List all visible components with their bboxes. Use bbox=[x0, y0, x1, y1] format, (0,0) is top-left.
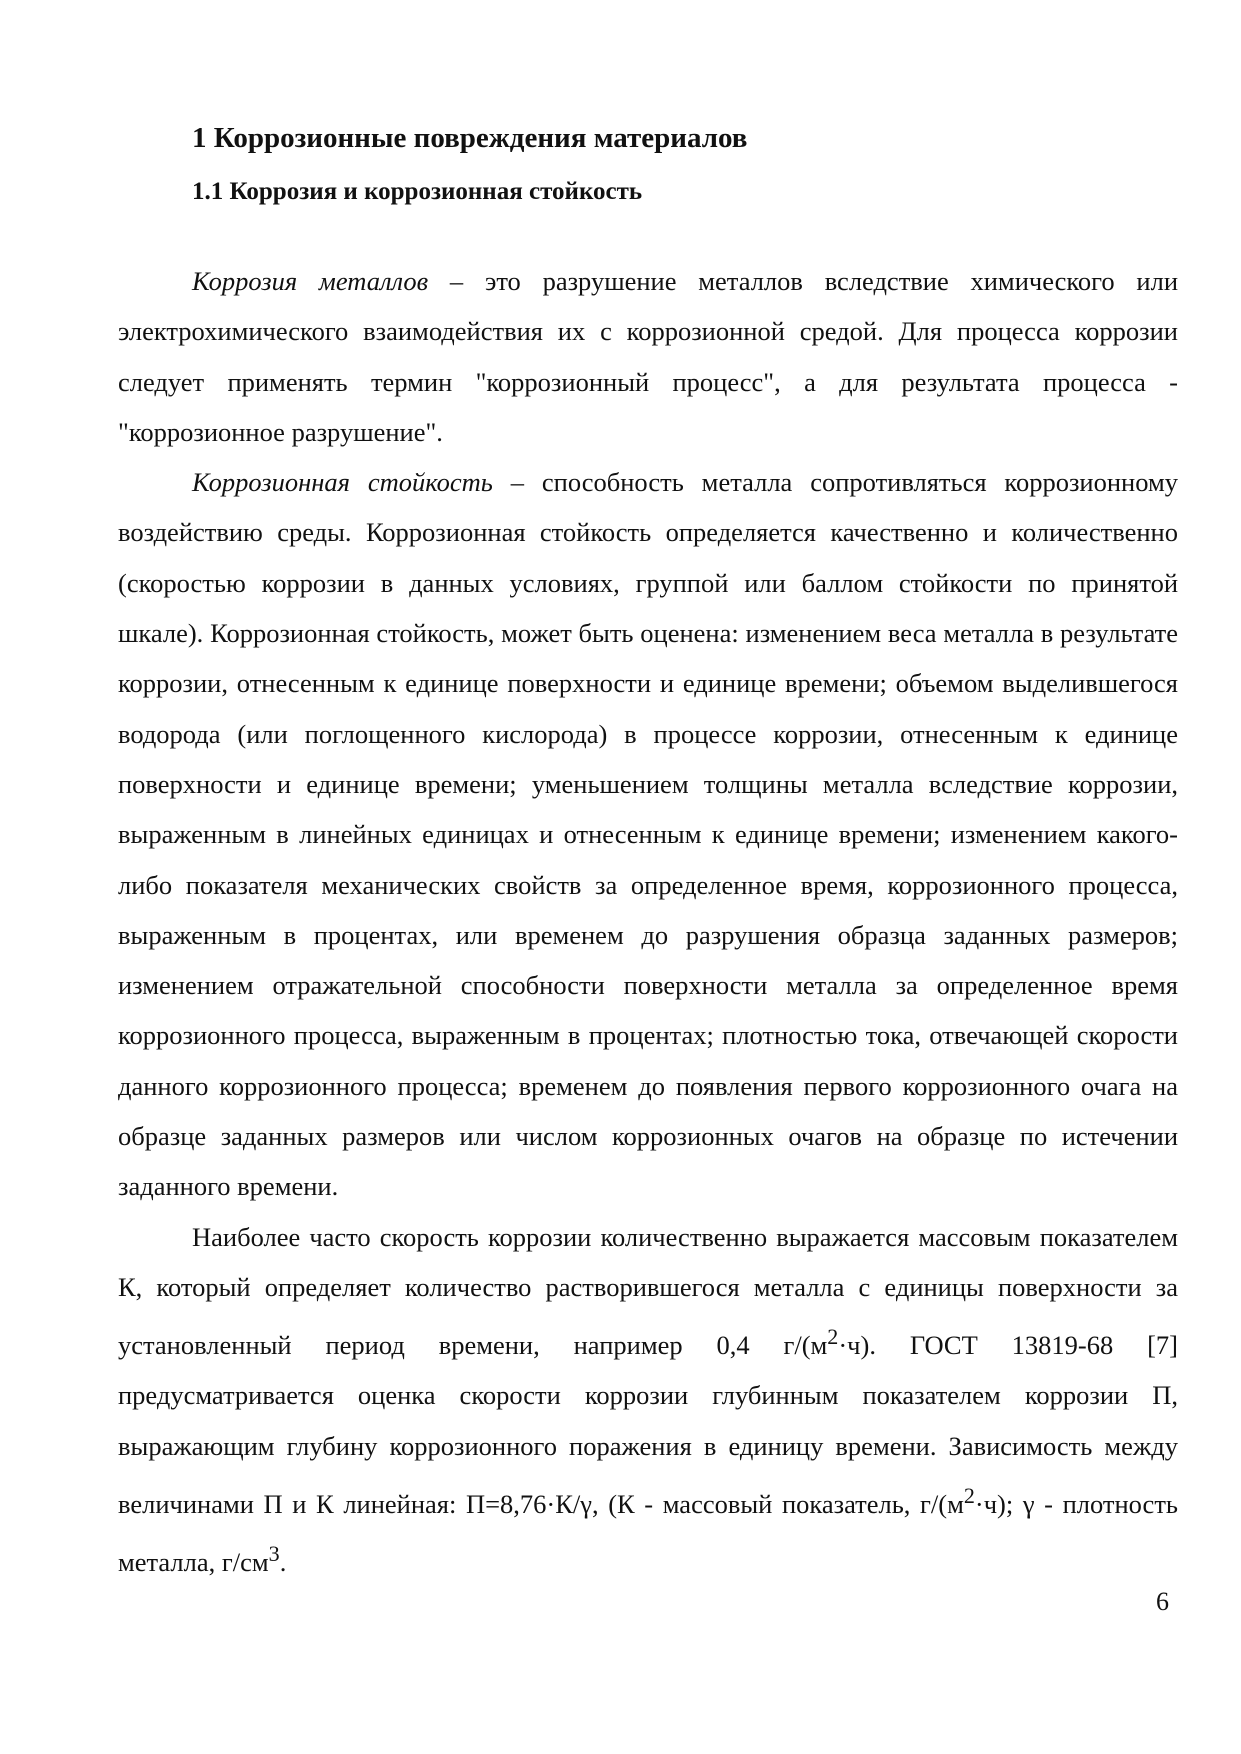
superscript-square-2: 2 bbox=[963, 1482, 975, 1508]
term-corrosion-resistance: Коррозионная стойкость bbox=[192, 467, 493, 498]
paragraph-2-text: – способность металла сопротивляться коррозионному воздействию среды. Коррозионная стойкость определяется качественно и количественно (скоростью коррозии в данных условиях, группой или баллом стойкости по принятой шкале). Коррозионная стойкость, может быть оценена: изменением веса металла в результате коррозии, отнесенным к единице поверхности и единице времени; объемом выделившегося водорода (или поглощенного кислорода) в процессе коррозии, отнесенным к единице поверхности и единице времени; уменьшением толщины металла вследствие коррозии, выраженным в линейных единицах и отнесенным к единице времени; изменением какого-либо показателя механических свойств за определенное время, коррозионного процесса, выраженным в процентах, или временем до разрушения образца заданных размеров; изменением отражательной способности поверхности металла за определенное время коррозионного процесса, выраженным в процентах; плотностью тока, отвечающей скорости данного коррозионного процесса; временем до появления первого коррозионного очага на образце заданных размеров или числом коррозионных очагов на образце по истечении заданного времени. bbox=[118, 467, 1178, 1202]
paragraph-corrosion-definition bbox=[118, 256, 1178, 457]
body-text bbox=[118, 256, 1178, 1587]
paragraph-3-part-1: Наиболее часто скорость коррозии количественно выражается массовым показателем К, который определяет количество растворившегося металла с единицы поверхности за установленный период времени, например 0,4 г/(м bbox=[118, 1221, 1178, 1361]
superscript-cube: 3 bbox=[268, 1541, 280, 1567]
page-number: 6 bbox=[1156, 1587, 1169, 1616]
paragraph-3-part-3: ·ч); γ - плотность металла, г/см bbox=[118, 1488, 1178, 1577]
term-corrosion-of-metals: Коррозия металлов bbox=[192, 266, 429, 296]
paragraph-3-part-4: . bbox=[279, 1546, 287, 1577]
superscript-square-1: 2 bbox=[827, 1324, 839, 1350]
paragraph-corrosion-rate bbox=[118, 1212, 1178, 1588]
paragraph-1-text: – это разрушение металлов вследствие химического или электрохимического взаимодействия их с коррозионной средой. Для процесса коррозии следует применять термин "коррозионный процесс", а для результата процесса - "коррозионное разрушение". bbox=[118, 266, 1178, 447]
section-heading: 1 Коррозионные повреждения материалов bbox=[192, 122, 748, 154]
paragraph-3-part-2: ·ч). ГОСТ 13819-68 [7] предусматривается оценка скорости коррозии глубинным показателем коррозии П, выражающим глубину коррозионного поражения в единицу времени. Зависимость между величинами П и К линейная: П=8,76·К/γ, (К - массовый показатель, г/(м bbox=[118, 1330, 1179, 1519]
subsection-heading: 1.1 Коррозия и коррозионная стойкость bbox=[192, 178, 643, 205]
paragraph-corrosion-resistance bbox=[118, 457, 1178, 1211]
